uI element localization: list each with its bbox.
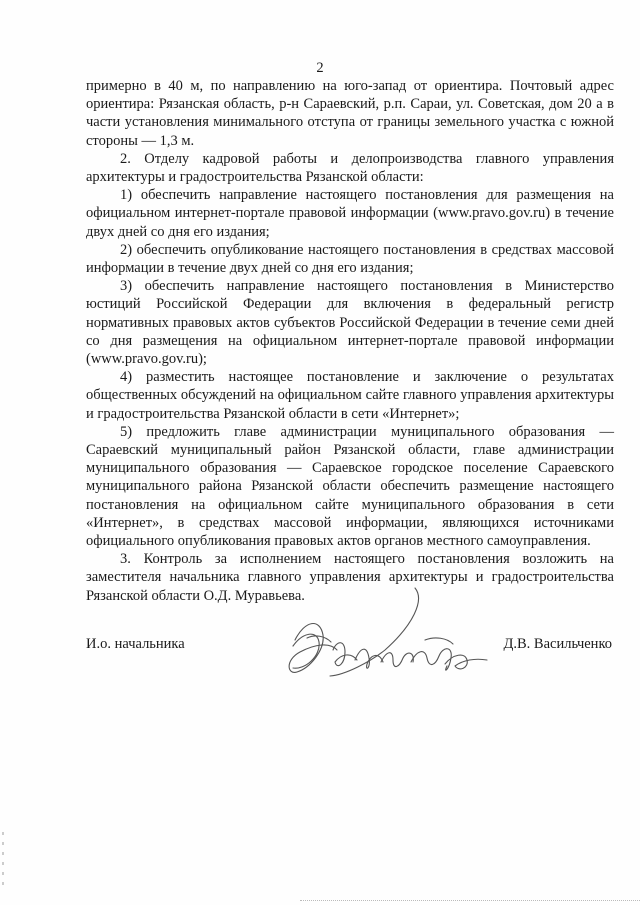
paragraph-item-2: 2. Отделу кадровой работы и делопроизводства главного управления архитектуры и градостроительства Рязанской области: — [86, 150, 614, 186]
paragraph-continuation: примерно в 40 м, по направлению на юго-запад от ориентира. Почтовый адрес ориентира: Рязанская область, р-н Сараевский, р.п. Сараи, ул. Советская, дом 20 а в части установления минимального отступа от границы земельного участка с южной стороны — 1,3 м. — [86, 78, 614, 149]
signatory-position: И.о. начальника — [86, 636, 185, 652]
paragraph-subitem-1: 1) обеспечить направление настоящего постановления для размещения на официальном интернет-портале правовой информации (www.pravo.gov.ru) в течение двух дней со дня его издания; — [86, 187, 614, 240]
paragraph-subitem-2: 2) обеспечить опубликование настоящего постановления в средствах массовой информации в течение двух дней со дня его издания; — [86, 241, 614, 277]
scan-bottom-edge — [300, 900, 640, 902]
paragraph-subitem-5: 5) предложить главе администрации муниципального образования — Сараевский муниципальный район Рязанской области, главе администрации муниципального образования — Сараевское городское поселение Сараевского муниципального района Рязанской области обеспечить размещение настоящего постановления на официальном сайте муниципального образования в сети «Интернет», в средствах массовой информации, являющихся источниками официального опубликования правовых актов органов местного самоуправления. — [86, 423, 614, 550]
paragraph-item-3: 3. Контроль за исполнением настоящего постановления возложить на заместителя начальника главного управления архитектуры и градостроительства Рязанской области О.Д. Муравьева. — [86, 551, 614, 604]
scan-edge-marks — [0, 830, 6, 890]
document-body — [86, 77, 614, 605]
paragraph-subitem-4: 4) разместить настоящее постановление и заключение о результатах общественных обсуждений на официальном сайте главного управления архитектуры и градостроительства Рязанской области в сети «Интернет»; — [86, 369, 614, 422]
page-number: 2 — [316, 60, 324, 76]
signatory-name: Д.В. Васильченко — [503, 636, 612, 652]
paragraph-subitem-3: 3) обеспечить направление настоящего постановления в Министерство юстиций Российской Федерации для включения в федеральный регистр нормативных правовых актов субъектов Российской Федерации в течение семи дней со дня размещения на официальном интернет-портале правовой информации (www.pravo.gov.ru); — [86, 278, 614, 368]
handwritten-signature — [275, 580, 505, 690]
